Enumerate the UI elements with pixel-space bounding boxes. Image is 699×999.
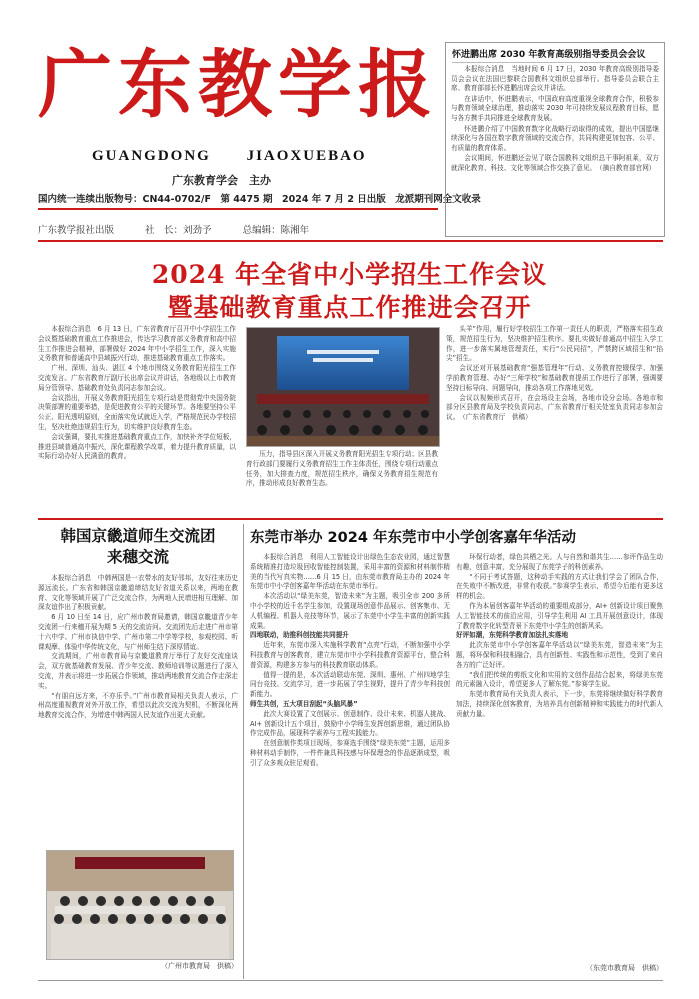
- masthead-sponsor: 广东教育学会 主办: [172, 174, 271, 187]
- masthead-pinyin: GUANGDONG JIAOXUEBAO: [92, 148, 367, 164]
- main-article-col3: [446, 325, 663, 505]
- masthead-title: 广东教学报: [38, 42, 438, 128]
- dongguan-paragraph: 在创意制作类项目现场，参赛选手围绕“绿美东莞”主题，运用多种材料动手制作，一件件兼具科技感与环保理念的作品逐渐成型，吸引了众多观众驻足观看。: [250, 739, 450, 767]
- korea-article-paragraph: 交流期间，广州市教育局与京畿道教育厅举行了友好交流座谈会，双方就基础教育发展、青少年交流、教师培训等议题进行了深入交流，并表示将进一步拓展合作领域，推动两地教育交流合作走深走实。: [38, 652, 238, 690]
- conference-photo: [246, 327, 440, 447]
- korea-headline: [38, 526, 238, 568]
- news-brief-title: 怀进鹏出席 2030 年教育高级别指导委员会会议: [452, 47, 658, 63]
- news-brief-paragraph: 在讲话中，怀进鹏表示，中国政府高度重视全球教育合作，积极参与教育领域全球治理，推动落实 2030 年可持续发展议程教育目标，愿与各方携手共同推进全球教育发展。: [451, 94, 659, 122]
- korea-headline-line2: 来穗交流: [106, 548, 169, 566]
- korea-group-photo: [46, 850, 234, 960]
- masthead-info: 国内统一连续出版物号：CN44-0702/F 第 4475 期 2024 年 7 月 2 日出版 龙派期刊网全文收录: [38, 194, 481, 205]
- dongguan-credit: （东莞市教育局 供稿）: [586, 964, 663, 972]
- korea-article-paragraph: 本报综合消息 中韩两国是一衣带水的友好邻邦，友好往来历史源远流长。广东省和韩国京畿道缔结友好省道关系以来，两地在教育、文化等领域开展了广泛交流合作，为两地人民增进相互理解、加深友谊作出了积极贡献。: [38, 574, 238, 612]
- main-article-paragraph: 会议还对开展基础教育“强基管理年”行动、义务教育控辍保学、加强学前教育管理、办好“三师学校”和基础教育提质工作进行了部署，强调要坚持目标导向、问题导向，推动各项工作落地见效。: [446, 364, 663, 392]
- dongguan-paragraph: 本次活动以“绿美东莞，智造未来”为主题，吸引全市 200 多所中小学校的近千名学生参加，设置现场创意作品展示、创客集市、无人机编程、机器人竞技等环节，展示了东莞中小学生丰富的创新实践成果。: [250, 592, 450, 630]
- main-article-col1: [38, 325, 236, 515]
- main-article-paragraph: 会议指出，开展义务教育阳光招生专项行动是贯彻党中央国务院决策部署的重要举措，是促进教育公平的关键环节。各地要坚持公平公正、阳光透明原则，全面落实免试就近入学，严格规范民办学校招生，坚决杜绝违规招生行为，切实维护良好教育生态。: [38, 393, 236, 431]
- main-headline-line1: 2024 年全省中小学招生工作会议: [151, 260, 548, 289]
- main-headline-line2: 暨基础教育重点工作推进会召开: [167, 293, 532, 322]
- news-brief-paragraph: 怀进鹏介绍了中国教育数字化战略行动取得的成效，提出中国愿继续深化与各国在数字教育领域的交流合作，共同构建更加包容、公平、有质量的教育体系。: [451, 124, 659, 152]
- dongguan-col2: [456, 553, 663, 963]
- main-article-paragraph: 会议强调，要扎实推进基础教育重点工作，加快补齐学位短板，推进县域普通高中振兴，深化课程教学改革，着力提升教育质量，以实际行动办好人民满意的教育。: [38, 432, 236, 461]
- dongguan-paragraph: 本报综合消息 利用人工智能设计出绿色生态农业园，通过智慧系统精准打造垃圾回收智能控制装置，采用丰富的资源和材料制作精美的当代写真实物……6 月 15 日，由东莞市教育局主办的 2024 年东莞市中小学创客嘉年华活动在东莞市举行。: [250, 553, 450, 591]
- main-article-paragraph: 压力，指导县区深入开展义务教育阳光招生专项行动；区县教育行政部门要履行义务教育招生工作主体责任，围绕专项行动重点任务，加大排查力度，规范招生秩序，确保义务教育招生规范有序，推动形成良好教育生态。: [246, 450, 438, 488]
- press-name: 广东教学报社出版: [38, 225, 115, 236]
- main-article-col2: [246, 450, 438, 515]
- top-divider: [38, 240, 663, 242]
- dongguan-subheading: 四地联动，助推科创技能共同提升: [250, 631, 349, 640]
- korea-headline-line1: 韩国京畿道师生交流团: [60, 527, 216, 545]
- press-line: [38, 222, 337, 236]
- dongguan-subheading: 好评如潮，东莞科学教育加法扎实落地: [456, 631, 569, 640]
- korea-article-paragraph: “有朋自远方来，不亦乐乎。”广州市教育局相关负责人表示，广州高度重视教育对外开放工作，希望以此次交流为契机，不断深化两地教育交流合作，为增进中韩两国人民友谊作出更大贡献。: [38, 691, 238, 720]
- dongguan-paragraph: “不同于考试答题，这种动手实践的方式让我们学会了团队合作，在失败中不断改进，非常有收获。”参赛学生表示，希望今后能有更多这样的机会。: [456, 572, 663, 601]
- dongguan-subheading: 师生共创，五大项目刮起“头脑风暴”: [250, 699, 358, 708]
- main-headline: [0, 258, 699, 324]
- dongguan-paragraph: “我们把传统的剪纸文化和实用的文创作品结合起来，将绿美东莞的元素融入设计，希望更多人了解东莞。”参赛学生说。: [456, 670, 663, 689]
- news-brief-box: [445, 42, 665, 237]
- dongguan-paragraph: 此次东莞市中小学创客嘉年华活动以“绿美东莞，智造未来”为主题，将环保和科技相融合，具有创新性、实践性和示范性，受到了来自各方的广泛好评。: [456, 641, 663, 669]
- main-article-paragraph: 头羊”作用，履行好学校招生工作第一责任人的职责，严格落实招生政策，规范招生行为，坚决维护招生秩序。要扎实做好普通高中招生入学工作，进一步落实属地管理责任，实行“公民同招”，严禁跨区域招生和“掐尖”招生。: [446, 325, 663, 363]
- dongguan-paragraph: 作为本届创客嘉年华活动的重要组成部分，AI+ 创新设计项目聚焦人工智能技术的前沿应用，引导学生利用 AI 工具开展创意设计，体现了教育数字化转型背景下东莞中小学生的创新风采。: [456, 601, 663, 630]
- section-divider: [38, 518, 663, 520]
- main-article-paragraph: 本报综合消息 6 月 13 日，广东省教育厅召开中小学招生工作会议暨基础教育重点工作推进会，传达学习教育部义务教育和高中招生工作推进会精神，部署做好 2024 年中小学招生工作，深入实施义务教育和普通高中县域振兴行动，推进基础教育重点工作落实。: [38, 325, 236, 363]
- main-article-paragraph: 会议以视频形式召开，在会场设主会场，各地市设分会场。各地市和部分区县教育局及学校负责同志，广东省教育厅相关处室负责同志参加会议。 （广东省教育厅 供稿）: [446, 393, 663, 422]
- korea-article-paragraph: 6 月 10 日至 14 日，应广州市教育局邀请，韩国京畿道青少年交流团一行来穗开展为期 5 天的交流访问。交流团先后走进广州市第十六中学、广州市执信中学、广州市第二中学等学校，参观校园、听课观摩、体验中华传统文化，与广州师生结下深厚情谊。: [38, 613, 238, 651]
- news-brief-paragraph: 本报综合消息 当地时间 6 月 17 日，2030 年教育高级别指导委员会会议在法国巴黎联合国教科文组织总部举行。指导委员会联合主席、教育部部长怀进鹏出席会议并讲话。: [451, 65, 659, 93]
- masthead-rule: [38, 208, 438, 210]
- dongguan-paragraph: 东莞市教育局有关负责人表示，下一步，东莞将继续做好科学教育加法，持续深化创客教育，为培养具有创新精神和实践能力的时代新人贡献力量。: [456, 690, 663, 718]
- dongguan-paragraph: 值得一提的是，本次活动联动东莞、深圳、惠州、广州四地学生同台竞技、交流学习，进一步拓展了学生视野，提升了青少年科技创新能力。: [250, 670, 450, 699]
- korea-credit: （广州市教育局 供稿）: [161, 962, 238, 970]
- main-article-paragraph: 广州、深圳、汕头、湛江 4 个地市围绕义务教育阳光招生工作交流发言。广东省教育厅副厅长出席会议并讲话，各地级以上市教育局分管领导、基础教育处负责同志参加会议。: [38, 364, 236, 392]
- dongguan-paragraph: 近年来，东莞市深入实施科学教育“点亮”行动，不断加强中小学科技教育与创客教育，建立东莞市中小学科技教育资源平台，整合科普资源，构建多方参与的科技教育联动体系。: [250, 641, 450, 669]
- news-brief-paragraph: 会议期间，怀进鹏还会见了联合国教科文组织总干事阿祖莱，双方就深化教育、科技、文化等领域合作交换了意见。 （摘自教育部官网）: [451, 154, 659, 172]
- chief-editor: 总编辑：陈湘年: [242, 225, 310, 236]
- president: 社 长：刘劲予: [145, 225, 212, 236]
- dongguan-col1: [250, 553, 450, 973]
- dongguan-headline: 东莞市举办 2024 年东莞市中小学创客嘉年华活动: [250, 530, 576, 546]
- dongguan-paragraph: 环保行动者，绿色共栖之光。人与自然和谐共生……参评作品生动有趣，创意丰富，充分展现了东莞学子的科创素养。: [456, 553, 663, 571]
- korea-article-body: [38, 574, 238, 846]
- dongguan-paragraph: 此次大赛设置了文创展示、创意制作、设计未来、机器人挑战、AI+ 创新设计五个项目，鼓励中小学师生发挥创新思维，通过团队协作完成作品，展现科学素养与工程实践能力。: [250, 709, 450, 738]
- column-divider: [243, 524, 244, 979]
- bottom-rule: [38, 980, 663, 981]
